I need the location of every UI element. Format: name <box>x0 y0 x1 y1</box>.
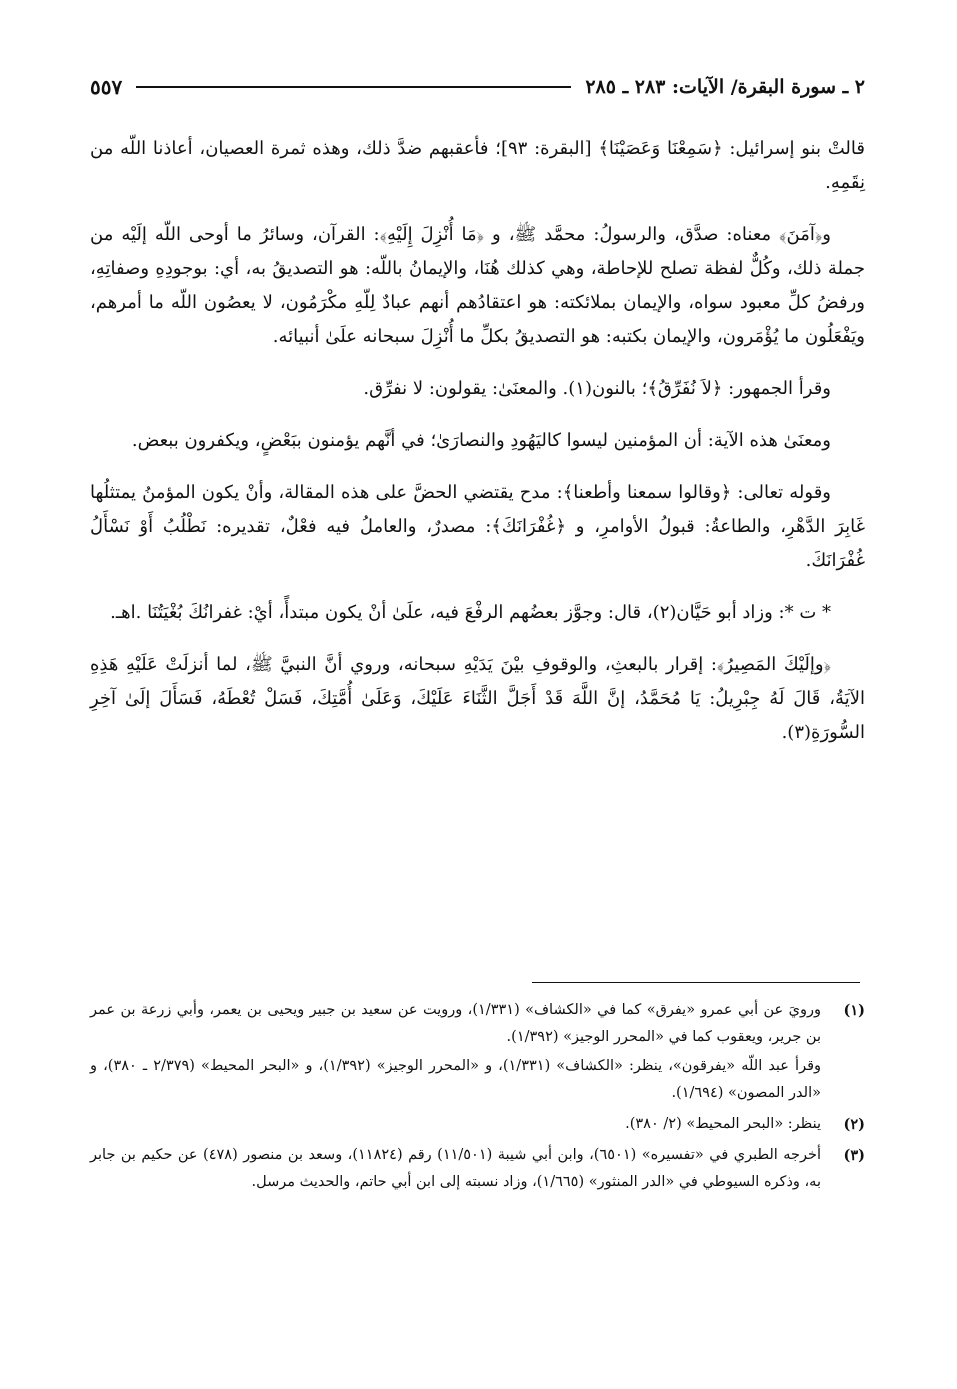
footnote-text: ينظر: «البحر المحيط» (٢/ ٣٨٠). <box>625 1116 821 1132</box>
page-number: ٥٥٧ <box>90 75 123 99</box>
paragraph-5: وقوله تعالى: ﴿وقالوا سمعنا وأطعنا﴾: مدح يقتضي الحضَّ على هذه المقالة، وأنْ يكون المؤمنُ يمتثلُها غَابِرَ الدَّهْرِ، والطاعةُ: قبولُ الأوامرِ، و ﴿غُفْرَانَكَ﴾: مصدرٌ، والعاملُ فيه فعْلٌ، تقديره: نَطْلُبُ أَوْ نَسْأَلُ غُفْرَانَكَ. <box>90 482 865 571</box>
chapter-title: ٢ ـ سورة البقرة/ الآيات: ٢٨٣ ـ ٢٨٥ <box>585 76 865 98</box>
footnote-3 <box>90 1142 865 1196</box>
footnote-number: (١) <box>843 1002 865 1019</box>
paragraph-4: ومعنَىٰ هذه الآية: أن المؤمنين ليسوا كاليَهُودِ والنصارَىٰ؛ في أنَّهم يؤمنون ببَعْضٍ، ويكفرون ببعض. <box>131 430 831 451</box>
page <box>90 70 865 768</box>
footnotes <box>90 997 865 1200</box>
paragraph-7: ﴿وإلَيْكَ المَصِيرُ﴾: إقرار بالبعثِ، والوقوفِ بيْنَ يَدَيْهِ سبحانه، وروي أنَّ النبيَّ ﷺ، لما أنزلَتْ عَلَيْهِ هَذِهِ الآيَةُ، قَالَ لَهُ جِبْرِيلُ: يَا مُحَمَّدُ، إنَّ اللَّهَ قَدْ أَجَلَّ الثَّنَاءَ عَلَيْكَ، وَعَلَىٰ أُمَّتِكَ، فَسَلْ تُعْطَهُ، فَسَأَلَ إلَىٰ آخِرِ السُّورَةِ(٣). <box>90 654 865 743</box>
footnote-1 <box>90 997 865 1107</box>
paragraph-6: * ت *: وزاد أبو حَيَّان(٢)، قال: وجوَّز بعضُهم الرفْعَ فيه، علَىٰ أنْ يكون مبتدأً، أيْ: غفرانُكَ بُغْيَتُنَا .اهـ. <box>110 602 831 623</box>
footnote-2 <box>90 1111 865 1138</box>
header-rule <box>136 86 571 88</box>
footnote-separator <box>532 982 860 983</box>
footnote-number: (٢) <box>843 1116 865 1133</box>
footnote-text: أخرجه الطبري في «تفسيره» (٦٥٠١)، وابن أبي شيبة (١١/٥٠١) رقم (١١٨٢٤)، وسعد بن منصور (٤٧٨) عن حكيم بن جابر به، وذكره السيوطي في «الدر المنثور» (١/٦٦٥)، وزاد نسبته إلى ابن أبي حاتم، والحديث مرسل. <box>90 1147 821 1190</box>
footnote-text: ورويَ عن أبي عمرو «يفرق» كما في «الكشاف» (١/٣٣١)، ورويت عن سعيد بن جبير ويحيى بن يعمر، وأبي زرعة بن عمر بن جرير، ويعقوب كما في «المحرر الوجيز» (١/٣٩٢). <box>90 1002 821 1045</box>
footnote-text-continued: وقرأ عبد اللّه «يفرقون»، ينظر: «الكشاف» (١/٣٣١)، و «المحرر الوجيز» (١/٣٩٢)، و «البحر المحيط» (٢/٣٧٩ ـ ٣٨٠)، و «الدر المصون» (١/٦٩٤). <box>90 1058 822 1101</box>
paragraph-1: قالتْ بنو إسرائيل: ﴿سَمِعْنَا وَعَصَيْنَا﴾ [البقرة: ٩٣]؛ فأعقبهم ضدَّ ذلك، وهذه ثمرة العصيان، أعاذنا اللّه من نِقَمِهِ. <box>90 138 865 193</box>
paragraph-3: وقرأ الجمهور: ﴿لاَ نُفَرِّقُ﴾؛ بالنون(١). والمعنَىٰ: يقولون: لا نفرِّق. <box>363 378 831 399</box>
running-header <box>90 70 865 104</box>
main-text <box>90 132 865 750</box>
footnote-number: (٣) <box>843 1147 865 1164</box>
paragraph-2: و﴿آمَنَ﴾ معناه: صدَّق، والرسولُ: محمَّد ﷺ، و ﴿مَا أُنْزِلَ إِلَيْهِ﴾: القرآن، وسائرُ ما أوحى اللّه إلَيْه من جملة ذلك، وكُلٌّ لفظة تصلح للإحاطة، وهي كذلك هُنَا، والإيمانُ باللّه: هو التصديقُ به، أي: بوجودِهِ وصفاتِهِ، ورفضُ كلِّ معبود سواه، والإيمان بملائكته: هو اعتقادُهم أنهم عبادٌ لِلّهِ مكْرَمُون، لا يعصُون اللّه ما أمرهم، ويَفْعَلُون ما يُؤْمَرون، والإيمان بكتبه: هو التصديقُ بكلِّ ما أُنْزِلَ سبحانه علَىٰ أنبيائه. <box>90 224 865 347</box>
